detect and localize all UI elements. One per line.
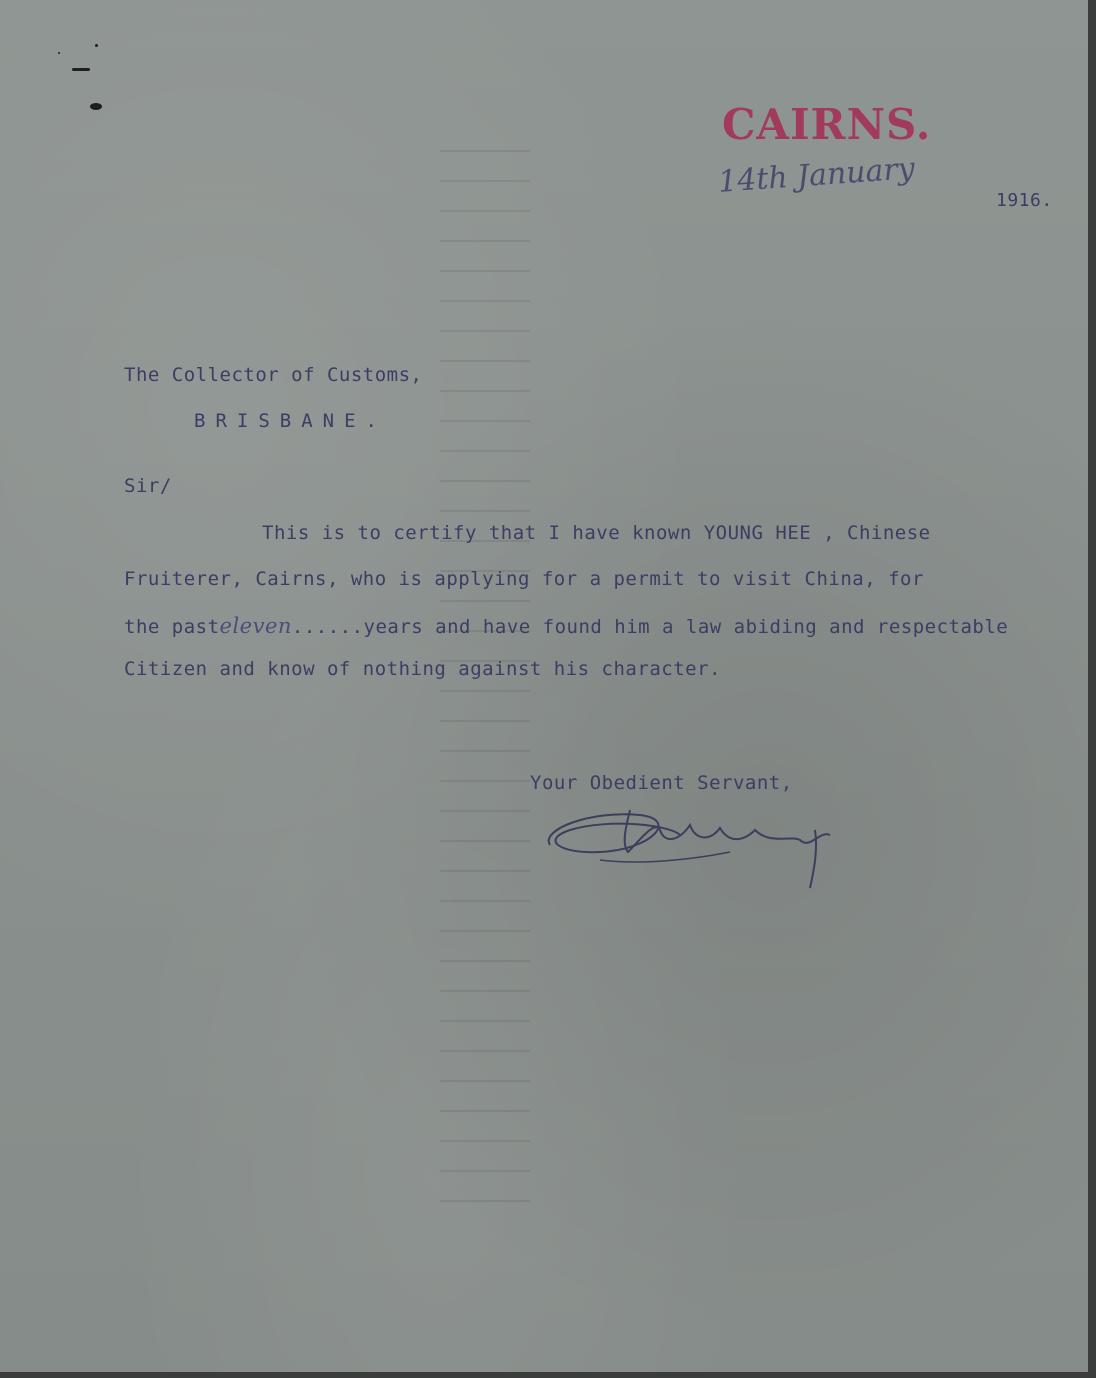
- paper-watermark: [440, 150, 530, 1230]
- signature-icon: [530, 790, 850, 900]
- closing-line: Your Obedient Servant,: [530, 772, 793, 794]
- body-line-2: Fruiterer, Cairns, who is applying for a permit to visit China, for: [124, 568, 924, 590]
- salutation: Sir/: [124, 475, 172, 497]
- body-line-3-start: the past: [124, 616, 220, 638]
- page-edge-right: [1088, 0, 1096, 1378]
- body-line-4: Citizen and know of nothing against his character.: [124, 658, 721, 680]
- handwritten-duration: eleven: [219, 614, 292, 638]
- handwritten-date: 14th January: [717, 151, 916, 200]
- body-line-1: This is to certify that I have known YOUNG HEE , Chinese: [262, 522, 931, 544]
- body-line-3-end: years and have found him a law abiding and respectable: [363, 616, 1009, 638]
- addressee-line-2: BRISBANE.: [194, 410, 387, 432]
- page-edge-bottom: [0, 1372, 1096, 1378]
- addressee-line-1: The Collector of Customs,: [124, 364, 423, 386]
- cairns-stamp: CAIRNS.: [722, 100, 932, 149]
- dotted-leader: ......: [291, 616, 364, 638]
- body-line-3: [124, 614, 1008, 638]
- letter-year: 1916.: [996, 190, 1053, 211]
